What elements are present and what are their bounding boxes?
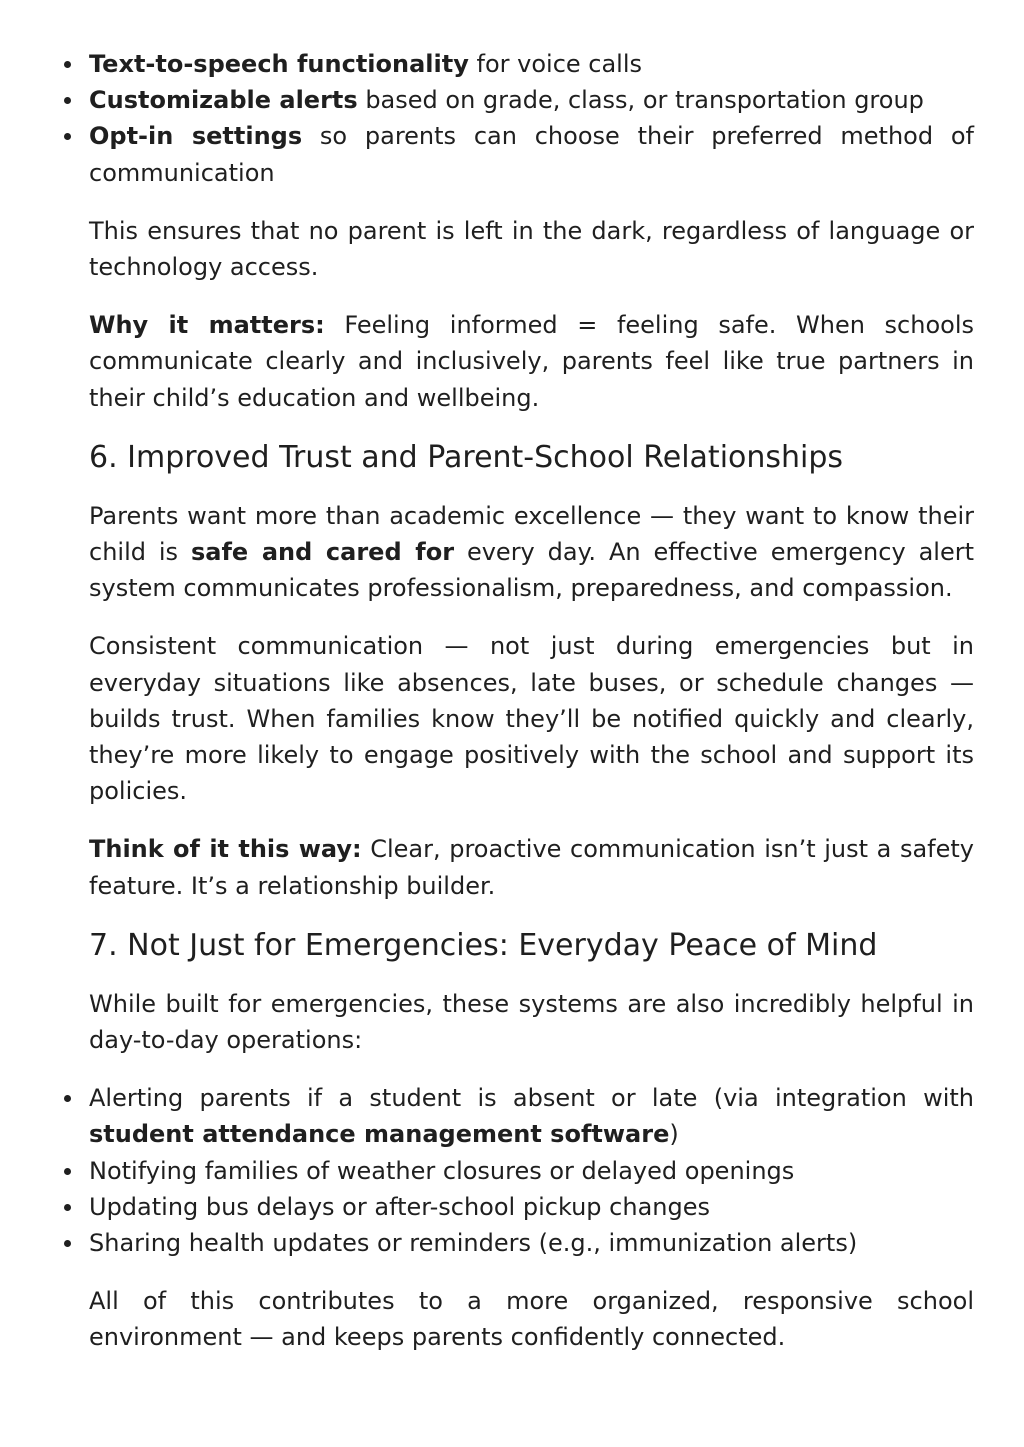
list-item xyxy=(0,1080,974,1152)
paragraph-ensures: This ensures that no parent is left in the dark, regardless of language or technology access. xyxy=(89,216,974,282)
list-item-text: so parents can choose their preferred method of communication xyxy=(89,122,974,187)
list-item-text: ) xyxy=(669,1120,679,1149)
section-heading-6: 6. Improved Trust and Parent-School Relationships xyxy=(89,439,844,475)
bullet-icon xyxy=(64,133,71,140)
paragraph-think xyxy=(89,831,974,903)
list-item xyxy=(0,46,974,82)
bullet-icon xyxy=(64,1240,71,1247)
list-item-text: Updating bus delays or after-school pickup changes xyxy=(89,1192,710,1221)
paragraph-bold: safe and cared for xyxy=(190,538,455,567)
paragraph-why-it-matters xyxy=(89,307,974,416)
list-item xyxy=(0,1189,974,1225)
section-heading-7: 7. Not Just for Emergencies: Everyday Peace of Mind xyxy=(89,927,878,963)
paragraph-text: Parents want more than academic excellence — they want to know their child is xyxy=(89,501,974,567)
list-item-bold: Text-to-speech functionality xyxy=(89,50,469,78)
list-item xyxy=(0,1153,974,1189)
paragraph-text: every day. An effective emergency alert system communicates professionalism, preparedness, and compassion. xyxy=(89,538,975,603)
list-item xyxy=(0,118,974,190)
list-item-text: Sharing health updates or reminders (e.g., immunization alerts) xyxy=(89,1229,858,1258)
list-item xyxy=(0,1225,974,1261)
bullet-icon xyxy=(64,1168,71,1175)
list-item-text: for voice calls xyxy=(468,50,643,78)
list-item-bold: Customizable alerts xyxy=(89,86,358,115)
why-label: Why it matters: xyxy=(89,311,325,340)
paragraph-closing: All of this contributes to a more organized, responsive school environment — and keeps parents confidently connected. xyxy=(89,1287,974,1352)
paragraph-consistent: Consistent communication — not just during emergencies but in everyday situations like absences, late buses, or schedule changes — builds trust. When families know they’ll be notified quickly and clearly, they’re more likely to engage positively with the school and support its policies. xyxy=(89,632,974,806)
paragraph-intro: While built for emergencies, these systems are also incredibly helpful in day-to-day operations: xyxy=(89,989,974,1055)
list-item-bold: Opt-in settings xyxy=(89,122,303,151)
list-item xyxy=(0,82,974,118)
article-body xyxy=(89,46,974,1356)
bullet-icon xyxy=(64,1204,71,1211)
list-item-text: based on grade, class, or transportation group xyxy=(357,86,924,115)
paragraph-parents-want xyxy=(89,498,974,607)
everyday-list xyxy=(0,1080,974,1261)
bullet-icon xyxy=(64,1095,71,1102)
bullet-icon xyxy=(64,61,71,68)
features-list xyxy=(0,46,974,191)
list-item-bold: student attendance management software xyxy=(89,1120,670,1149)
bullet-icon xyxy=(64,97,71,104)
think-label: Think of it this way: xyxy=(89,835,362,864)
think-text: Clear, proactive communication isn’t just a safety feature. It’s a relationship builder. xyxy=(89,835,974,900)
why-text: Feeling informed = feeling safe. When schools communicate clearly and inclusively, parents feel like true partners in their child’s education and wellbeing. xyxy=(89,311,974,412)
list-item-text: Alerting parents if a student is absent or late (via integration with xyxy=(89,1084,974,1113)
list-item-text: Notifying families of weather closures or delayed openings xyxy=(89,1156,795,1185)
